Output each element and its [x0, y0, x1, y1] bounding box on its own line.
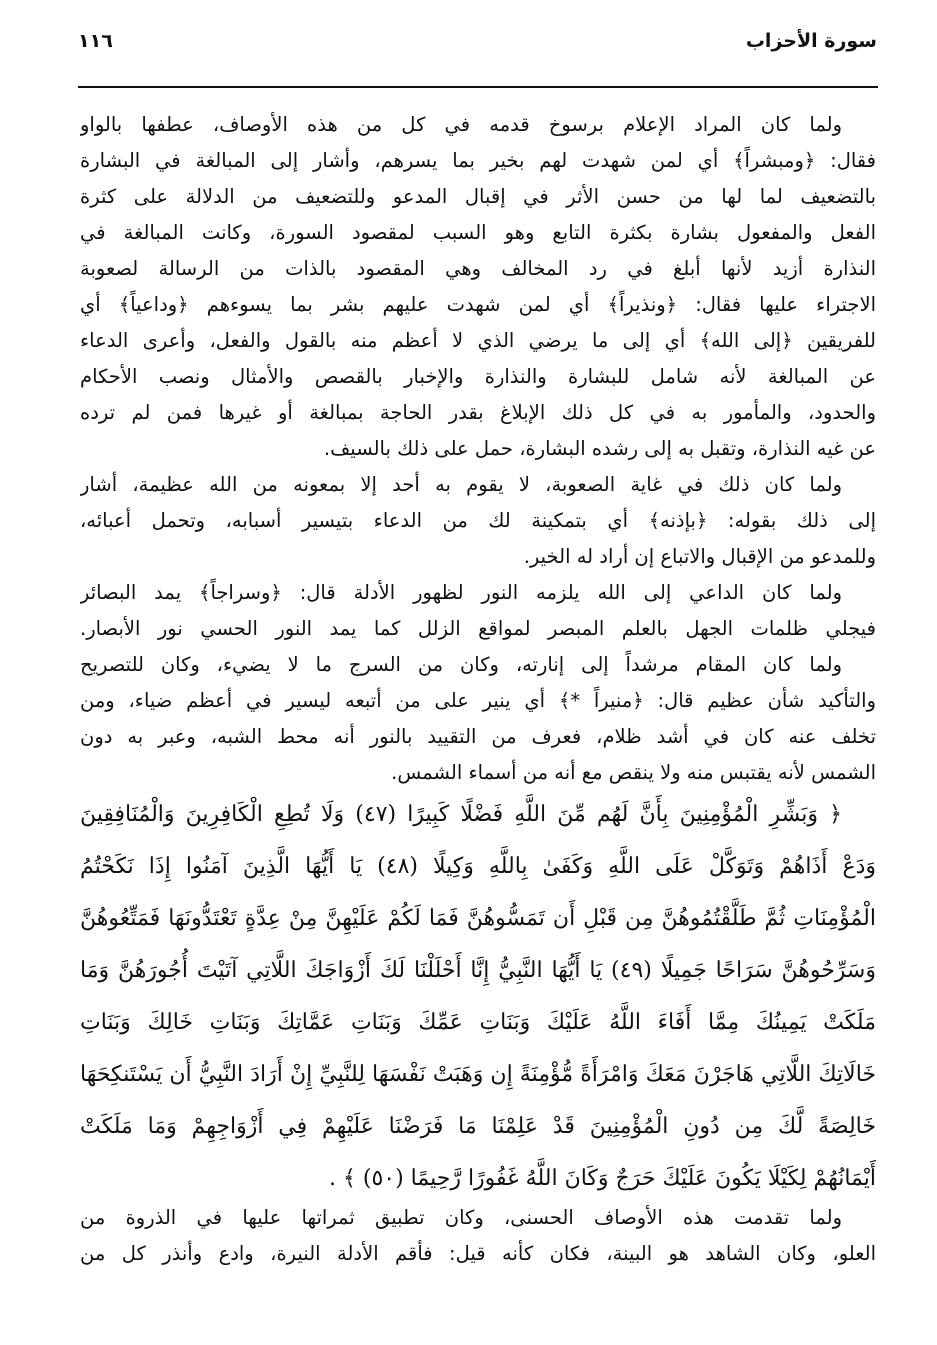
surah-title: سورة الأحزاب: [745, 30, 877, 52]
text-line: إلى ذلك بقوله: ﴿بإذنه﴾ أي بتمكينة لك من الدعاء بتيسير أسبابه، وتحمل أعبائه،: [80, 509, 876, 532]
text-line: تخلف عنه كان في أشد ظلام، فعرف من التقييد بالنور أنه محط الشبه، وعبر به دون: [80, 725, 876, 748]
text-line: العلو، وكان الشاهد هو البينة، فكان كأنه قيل: فأقم الأدلة النيرة، وادع وأنذر كل من: [80, 1242, 876, 1265]
verse-line: أَيْمَانُهُمْ لِكَيْلَا يَكُونَ عَلَيْكَ حَرَجٌ وَكَانَ اللَّهُ غَفُورًا رَّحِيمًا (٥٠) ﴾ .: [329, 1166, 876, 1191]
text-line: ولما كان الداعي إلى الله يلزمه النور لظهور الأدلة قال: ﴿وسراجاً﴾ يمد البصائر: [80, 581, 842, 604]
verse-line: وَسَرِّحُوهُنَّ سَرَاحًا جَمِيلًا (٤٩) يَا أَيُّهَا النَّبِيُّ إِنَّا أَحْلَلْنَا لَكَ أَزْوَاجَكَ اللَّاتِي آتَيْتَ أُجُورَهُنَّ وَمَا: [80, 958, 876, 983]
text-line: وللمدعو من الإقبال والاتباع إن أراد له الخير.: [523, 545, 876, 568]
text-line: فقال: ﴿ومبشراً﴾ أي لمن شهدت لهم بخير بما يسرهم، وأشار إلى المبالغة في البشارة: [80, 149, 876, 172]
text-line: الفعل والمفعول بشارة بكثرة التابع وهو السبب لمقصود السورة، وكانت المبالغة في: [80, 221, 876, 244]
text-line: ولما كان ذلك في غاية الصعوبة، لا يقوم به أحد إلا بمعونه من الله عظيمة، أشار: [80, 473, 842, 496]
page-number: ١١٦: [78, 30, 113, 52]
quran-verses-block: [80, 789, 876, 1205]
text-line: الاجتراء عليها فقال: ﴿ونذيراً﴾ أي لمن شهدت عليهم بشر بما يسوءهم ﴿وداعياً﴾ أي: [80, 293, 876, 316]
verse-line: ﴿ وَبَشِّرِ الْمُؤْمِنِينَ بِأَنَّ لَهُم مِّنَ اللَّهِ فَضْلًا كَبِيرًا (٤٧) وَلَا تُطِعِ الْكَافِرِينَ وَالْمُنَافِقِينَ: [80, 802, 842, 827]
text-line: بالتضعيف لما لها من حسن الأثر في إقبال المدعو وللتضعيف من الدلالة على كثرة: [80, 185, 876, 208]
commentary-block: [80, 1200, 876, 1272]
text-line: النذارة أزيد لأنها أبلغ في رد المخالف وهي المقصود بالذات من الرسالة لصعوبة: [80, 257, 876, 280]
verse-line: وَدَعْ أَذَاهُمْ وَتَوَكَّلْ عَلَى اللَّهِ وَكَفَىٰ بِاللَّهِ وَكِيلًا (٤٨) يَا أَيُّهَا الَّذِينَ آمَنُوا إِذَا نَكَحْتُمُ: [80, 854, 876, 879]
text-line: عن غيه النذارة، وتقبل به إلى رشده البشارة، حمل على ذلك بالسيف.: [323, 437, 876, 460]
header-rule: [78, 86, 878, 88]
text-line: والحدود، والمأمور به في كل ذلك الإبلاغ بقدر الحاجة بمبالغة أو غيرها فمن لم ترده: [80, 401, 876, 424]
text-line: الشمس لأنه يقتبس منه ولا ينقص مع أنه من أسماء الشمس.: [391, 761, 876, 784]
text-line: ولما كان المراد الإعلام برسوخ قدمه في كل من هذه الأوصاف، عطفها بالواو: [80, 113, 842, 136]
text-line: للفريقين ﴿إلى الله﴾ أي إلى ما يرضي الذي لا أعظم منه بالقول والفعل، وأعرى الدعاء: [80, 329, 876, 352]
text-line: عن المبالغة لأنه شامل للبشارة والنذارة والإخبار بالقصص والأمثال ونصب الأحكام: [80, 365, 876, 388]
text-line: ولما كان المقام مرشداً إلى إنارته، وكان من السرج ما لا يضيء، وكان للتصريح: [80, 653, 842, 676]
verse-line: خَالَاتِكَ اللَّاتِي هَاجَرْنَ مَعَكَ وَامْرَأَةً مُّؤْمِنَةً إِن وَهَبَتْ نَفْسَهَا لِلنَّبِيِّ إِنْ أَرَادَ النَّبِيُّ أَن يَسْتَنكِحَهَا: [80, 1062, 876, 1087]
verse-line: الْمُؤْمِنَاتِ ثُمَّ طَلَّقْتُمُوهُنَّ مِن قَبْلِ أَن تَمَسُّوهُنَّ فَمَا لَكُمْ عَلَيْهِنَّ مِنْ عِدَّةٍ تَعْتَدُّونَهَا فَمَتِّعُوهُنَّ: [80, 906, 876, 931]
verse-line: مَلَكَتْ يَمِينُكَ مِمَّا أَفَاءَ اللَّهُ عَلَيْكَ وَبَنَاتِ عَمِّكَ وَبَنَاتِ عَمَّاتِكَ وَبَنَاتِ خَالِكَ وَبَنَاتِ: [80, 1010, 876, 1035]
text-line: والتأكيد شأن عظيم قال: ﴿منيراً *﴾ أي ينير على من أتبعه ليسير في أعظم ضياء، ومن: [80, 689, 876, 712]
commentary-block: [80, 107, 876, 791]
text-line: فيجلي ظلمات الجهل بالعلم المبصر لمواقع الزلل كما يمد النور الحسي نور الأبصار.: [80, 617, 876, 640]
text-line: ولما تقدمت هذه الأوصاف الحسنى، وكان تطبيق ثمراتها عليها في الذروة من: [80, 1206, 842, 1229]
verse-line: خَالِصَةً لَّكَ مِن دُونِ الْمُؤْمِنِينَ قَدْ عَلِمْنَا مَا فَرَضْنَا عَلَيْهِمْ فِي أَزْوَاجِهِمْ وَمَا مَلَكَتْ: [80, 1114, 876, 1139]
